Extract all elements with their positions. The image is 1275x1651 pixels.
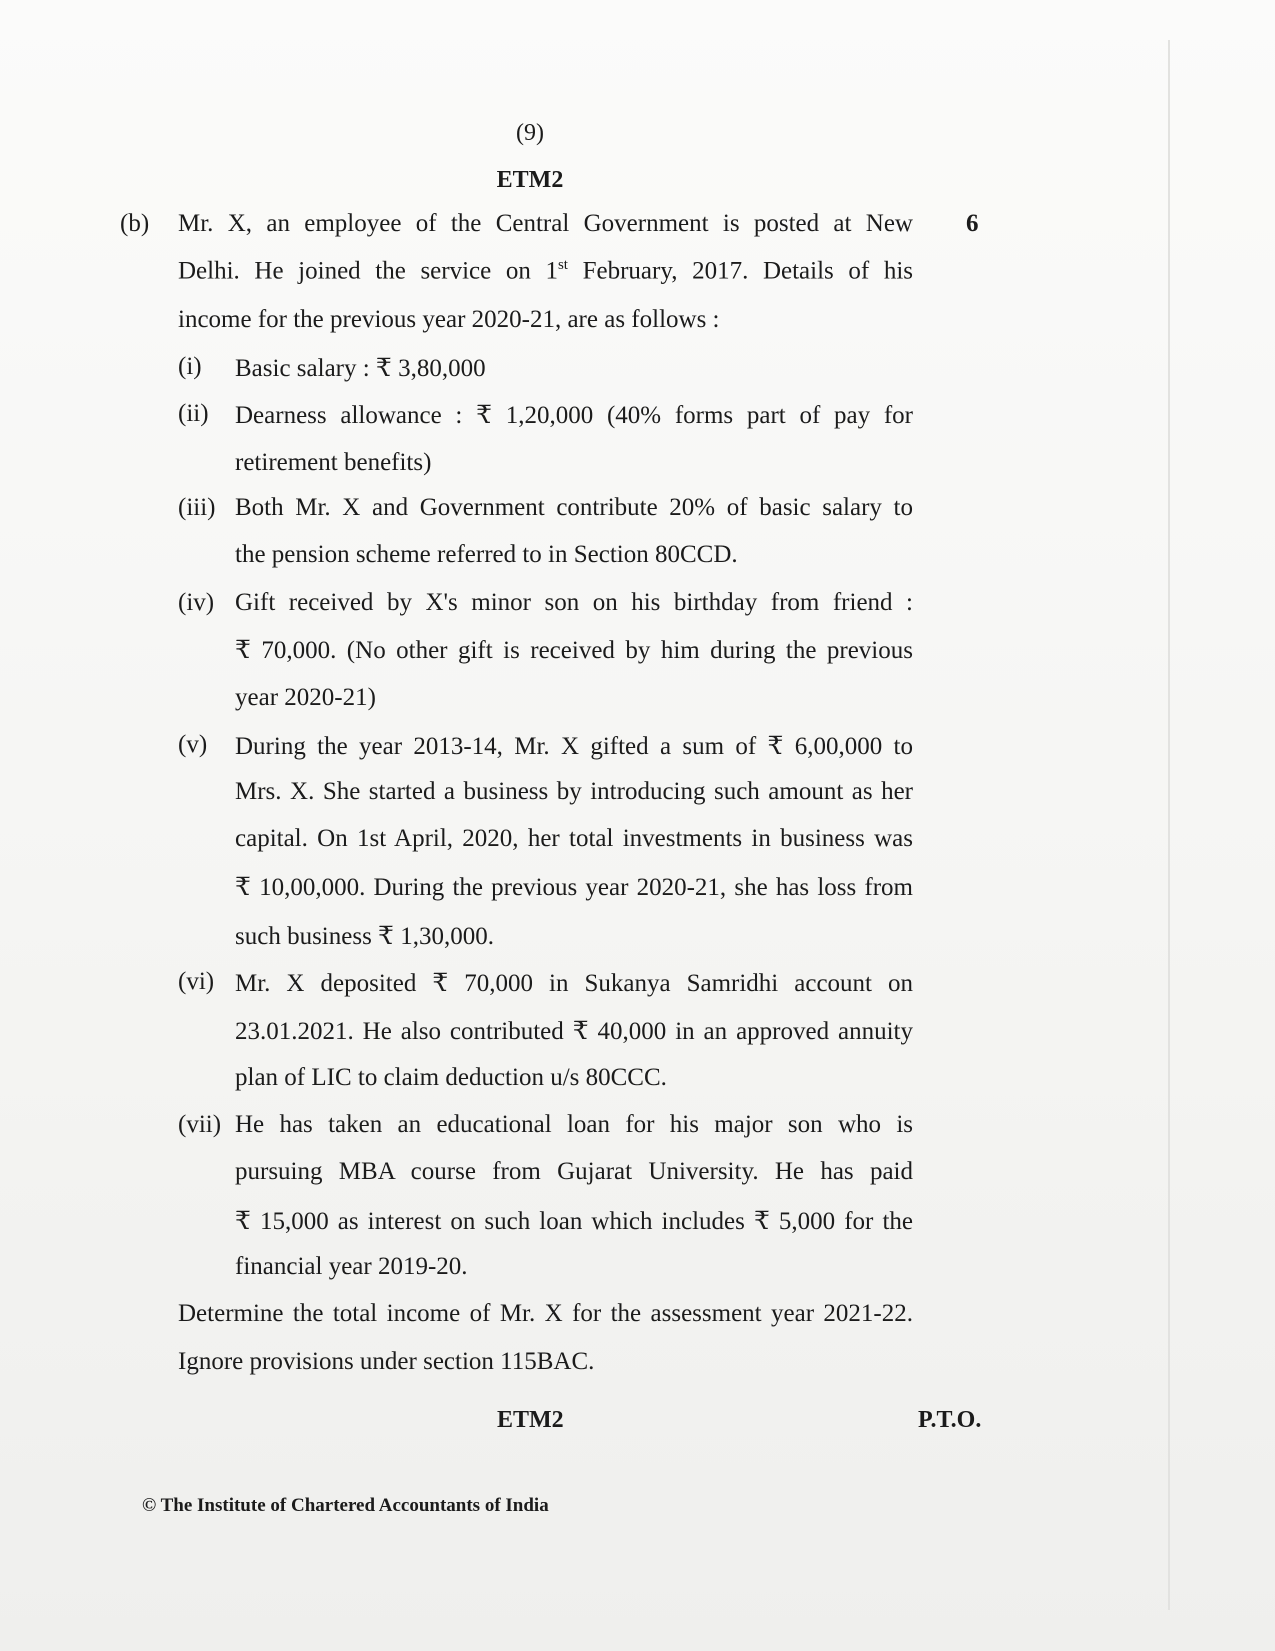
intro-line-2: Delhi. He joined the service on 1st February, 2017. Details of his	[178, 257, 914, 285]
instruction-line-2: Ignore provisions under section 115BAC.	[178, 1348, 595, 1375]
item-line: Basic salary : ₹ 3,80,000	[235, 355, 486, 382]
footer-paper-code: ETM2	[497, 1407, 564, 1433]
item-line: plan of LIC to claim deduction u/s 80CCC.	[235, 1064, 667, 1091]
item-number: (vii)	[178, 1111, 222, 1138]
item-number: (iii)	[178, 494, 216, 521]
item-number: (i)	[178, 353, 202, 380]
marks: 6	[966, 210, 979, 237]
page-edge-shadow	[1168, 40, 1170, 1610]
question-label: (b)	[120, 210, 150, 237]
item-line: 23.01.2021. He also contributed ₹ 40,000 in an approved annuity	[235, 1018, 913, 1045]
item-line: financial year 2019-20.	[235, 1253, 468, 1280]
item-line: Mrs. X. She started a business by introducing such amount as her	[235, 778, 913, 805]
paper-code: ETM2	[496, 167, 564, 193]
item-line: ₹ 10,00,000. During the previous year 2020-21, she has loss from	[235, 874, 913, 901]
item-line: He has taken an educational loan for his major son who is	[235, 1111, 913, 1138]
item-number: (vi)	[178, 968, 215, 995]
item-line: During the year 2013-14, Mr. X gifted a sum of ₹ 6,00,000 to	[235, 733, 913, 760]
item-number: (v)	[178, 731, 208, 758]
item-line: such business ₹ 1,30,000.	[235, 923, 494, 950]
item-line: pursuing MBA course from Gujarat University. He has paid	[235, 1158, 913, 1185]
copyright-notice: © The Institute of Chartered Accountants of India	[142, 1495, 549, 1516]
item-line: ₹ 15,000 as interest on such loan which includes ₹ 5,000 for the	[235, 1208, 913, 1235]
page-number: (9)	[516, 120, 544, 146]
item-line: Both Mr. X and Government contribute 20% of basic salary to	[235, 494, 913, 521]
intro-line-3: income for the previous year 2020-21, are as follows :	[178, 306, 720, 333]
item-line: the pension scheme referred to in Section 80CCD.	[235, 541, 738, 568]
item-line: ₹ 70,000. (No other gift is received by him during the previous	[235, 637, 913, 664]
item-line: Mr. X deposited ₹ 70,000 in Sukanya Samridhi account on	[235, 970, 913, 997]
item-line: Gift received by X's minor son on his birthday from friend :	[235, 589, 913, 616]
item-number: (ii)	[178, 400, 209, 427]
intro-line-1: Mr. X, an employee of the Central Government is posted at New	[178, 210, 913, 237]
item-line: retirement benefits)	[235, 449, 432, 476]
item-line: Dearness allowance : ₹ 1,20,000 (40% forms part of pay for	[235, 402, 913, 429]
item-line: year 2020-21)	[235, 684, 376, 711]
item-line: capital. On 1st April, 2020, her total investments in business was	[235, 825, 913, 852]
instruction-line-1: Determine the total income of Mr. X for the assessment year 2021-22.	[178, 1300, 913, 1327]
pto-label: P.T.O.	[918, 1407, 982, 1433]
item-number: (iv)	[178, 589, 215, 616]
